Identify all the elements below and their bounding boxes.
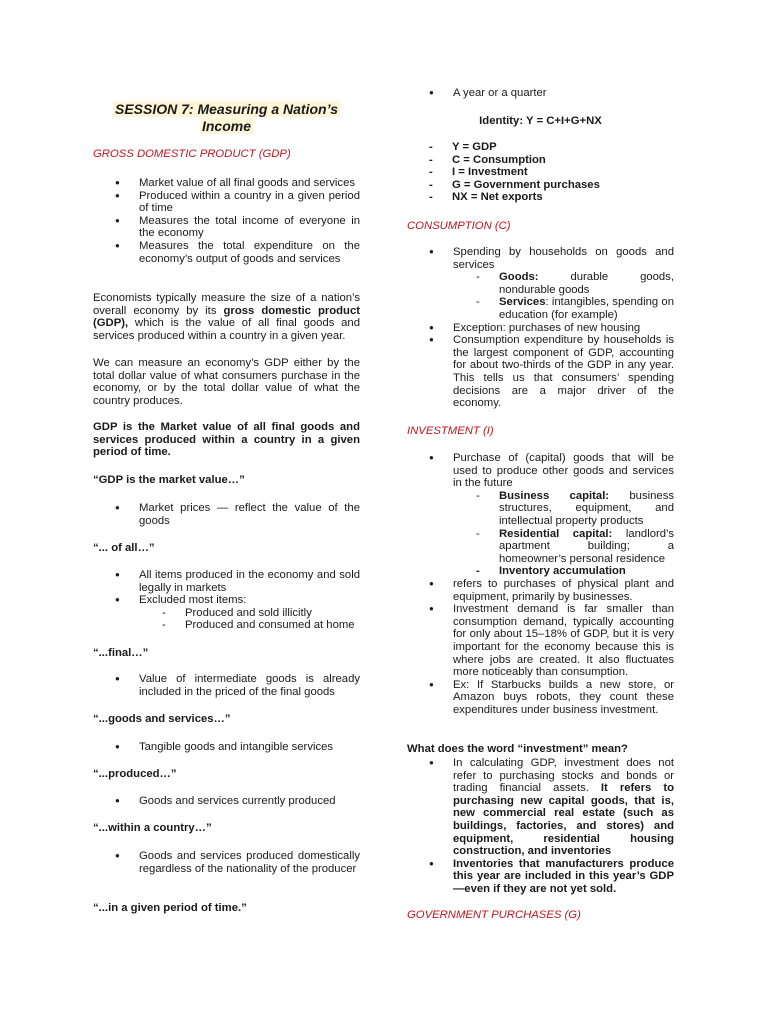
- list-item: - NX = Net exports: [407, 191, 674, 204]
- list-item: - Y = GDP: [407, 141, 674, 154]
- list-item: ● Tangible goods and intangible services: [93, 741, 360, 754]
- consumption-heading: CONSUMPTION (C): [407, 220, 511, 232]
- title-line-1: SESSION 7: Measuring a Nation’s: [114, 101, 339, 117]
- investment-meaning-list: [407, 757, 674, 896]
- list-item: ● Produced within a country in a given period of time: [93, 190, 360, 215]
- list-item: ● Inventories that manufacturers produce this year are included in this year’s GDP—even if they are not yet sold.: [407, 858, 674, 896]
- list-item: ● Spending by households on goods and services: [407, 246, 674, 271]
- quote-market-value-list: [93, 502, 360, 527]
- sub-list-item: - Services: intangibles, spending on education (for example): [407, 296, 674, 321]
- paragraph-gdp-bold: GDP is the Market value of all final goods and services produced within a country in a given period of time.: [93, 421, 360, 459]
- quote-produced: “...produced…”: [93, 768, 177, 780]
- gdp-heading: GROSS DOMESTIC PRODUCT (GDP): [93, 148, 291, 160]
- sub-list-item: - Produced and consumed at home: [93, 619, 360, 632]
- list-item: ● Purchase of (capital) goods that will be used to produce other goods and services in the future: [407, 452, 674, 490]
- quote-of-all: “... of all…”: [93, 542, 155, 554]
- investment-question: What does the word “investment” mean?: [407, 743, 628, 755]
- list-item: ● Exception: purchases of new housing: [407, 322, 674, 335]
- quote-produced-list: [93, 795, 360, 808]
- quote-final: “...final…”: [93, 647, 149, 659]
- quote-goods-services: “...goods and services…”: [93, 713, 231, 725]
- quote-period-of-time: “...in a given period of time.”: [93, 902, 247, 914]
- identity-list: [407, 141, 674, 204]
- quote-of-all-list: [93, 569, 360, 632]
- quote-goods-services-list: [93, 741, 360, 754]
- list-item: ● Market value of all final goods and services: [93, 177, 360, 190]
- sub-list-item: - Residential capital: landlord’s apartment building; a homeowner’s personal residence: [407, 528, 674, 566]
- list-item: ● A year or a quarter: [407, 87, 674, 100]
- sub-list-item: - Inventory accumulation: [407, 565, 674, 578]
- investment-list: [407, 452, 674, 716]
- paragraph-gdp-definition: Economists typically measure the size of a nation’s overall economy by its gross domestic product (GDP), which is the value of all final goods and services produced within a country in a given year.: [93, 292, 360, 342]
- investment-heading: INVESTMENT (I): [407, 425, 494, 437]
- period-list: [407, 87, 674, 100]
- government-heading: GOVERNMENT PURCHASES (G): [407, 909, 581, 921]
- quote-within-country-list: [93, 850, 360, 875]
- list-item: ● Goods and services currently produced: [93, 795, 360, 808]
- list-item: ● Investment demand is far smaller than consumption demand, typically accounting for only about 15–18% of GDP, but it is very important for the economy because this is where jobs are created. It also fluctuates more noticeably than consumption.: [407, 603, 674, 679]
- list-item: ● In calculating GDP, investment does not refer to purchasing stocks and bonds or trading financial assets. It refers to purchasing new capital goods, that is, new commercial real estate (such as buildings, factories, and stores) and equipment, residential housing construction, and inventories: [407, 757, 674, 858]
- list-item: - C = Consumption: [407, 154, 674, 167]
- gdp-bullet-list: [93, 177, 360, 265]
- list-item: ● Excluded most items:: [93, 594, 360, 607]
- list-item: ● Ex: If Starbucks builds a new store, or Amazon buys robots, they count these expenditures under business investment.: [407, 679, 674, 717]
- list-item: ● refers to purchases of physical plant and equipment, primarily by businesses.: [407, 578, 674, 603]
- sub-list-item: - Produced and sold illicitly: [93, 607, 360, 620]
- page-title: [93, 101, 360, 135]
- title-line-2: Income: [201, 118, 251, 134]
- list-item: ● Value of intermediate goods is already included in the priced of the final goods: [93, 673, 360, 698]
- paragraph-measure: We can measure an economy’s GDP either by the total dollar value of what consumers purchase in the economy, or by the total dollar value of what the country produces.: [93, 357, 360, 407]
- sub-list-item: - Business capital: business structures, equipment, and intellectual property products: [407, 490, 674, 528]
- identity-equation: Identity: Y = C+I+G+NX: [479, 115, 602, 127]
- list-item: ● Goods and services produced domestically regardless of the nationality of the producer: [93, 850, 360, 875]
- list-item: ● Consumption expenditure by households is the largest component of GDP, accounting for about two-thirds of the GDP in any year. This tells us that consumers’ spending decisions are a major driver of the economy.: [407, 334, 674, 410]
- sub-list-item: - Goods: durable goods, nondurable goods: [407, 271, 674, 296]
- list-item: - G = Government purchases: [407, 179, 674, 192]
- consumption-list: [407, 246, 674, 410]
- list-item: ● Measures the total income of everyone in the economy: [93, 215, 360, 240]
- quote-final-list: [93, 673, 360, 698]
- list-item: ● Market prices — reflect the value of the goods: [93, 502, 360, 527]
- quote-within-country: “...within a country…”: [93, 822, 212, 834]
- quote-market-value: “GDP is the market value…”: [93, 474, 245, 486]
- list-item: ● Measures the total expenditure on the economy’s output of goods and services: [93, 240, 360, 265]
- list-item: - I = Investment: [407, 166, 674, 179]
- list-item: ● All items produced in the economy and sold legally in markets: [93, 569, 360, 594]
